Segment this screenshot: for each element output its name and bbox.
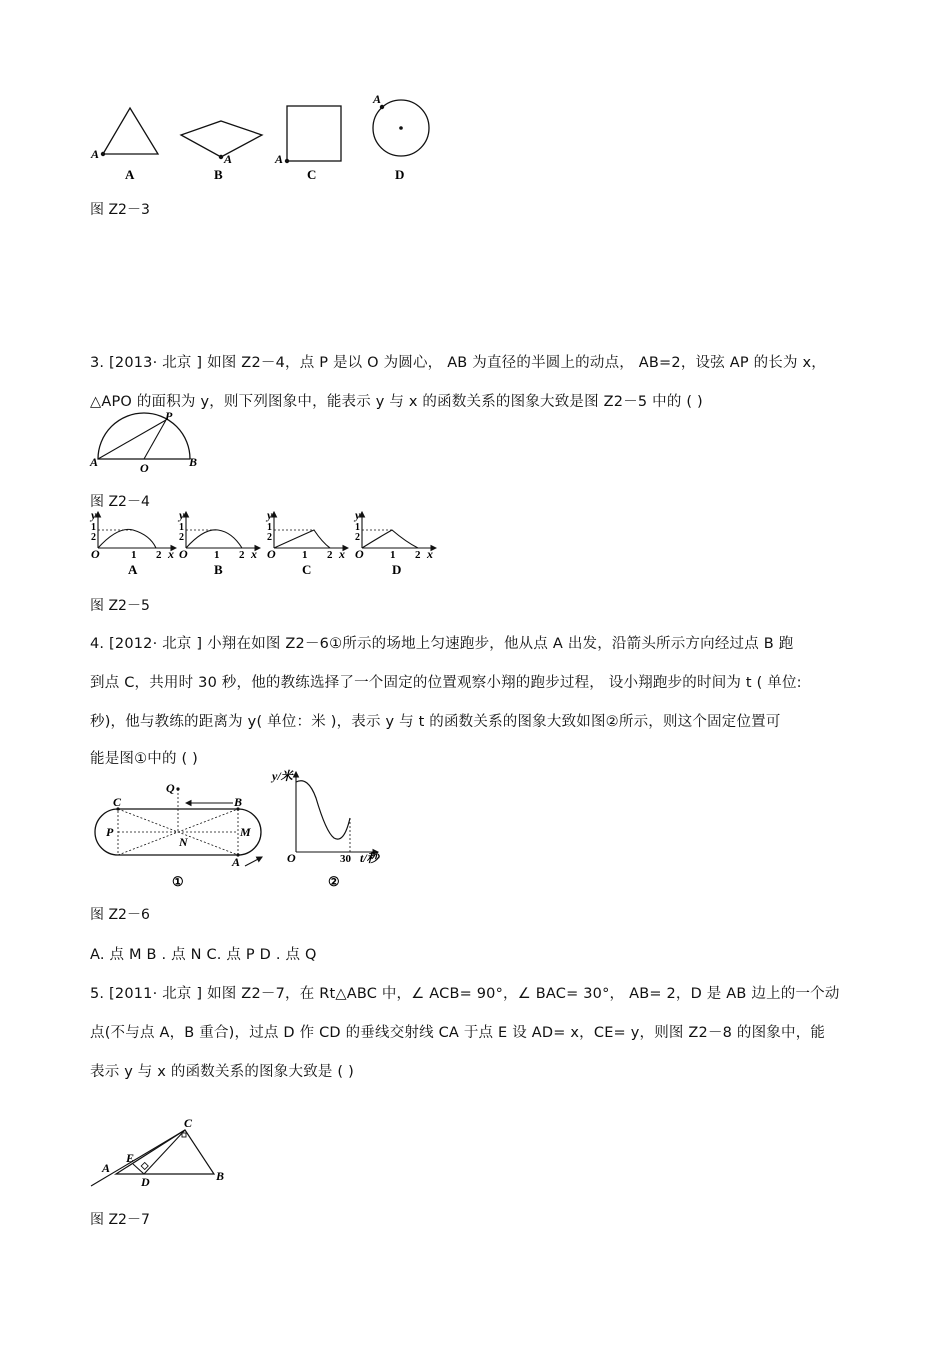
svg-text:E: E [126,1151,135,1165]
svg-text:O: O [267,547,276,561]
graph-c [265,508,348,577]
svg-text:O: O [179,547,188,561]
rhombus-point-label: A [224,152,233,166]
svg-text:Q: Q [166,781,175,795]
q5-line1: 5. [2011· 北京 ] 如图 Z2－7，在 Rt△ABC 中，∠ ACB= 90°，∠ BAC= 30°， AB= 2，D 是 AB 边上的一个动 [90,986,840,1002]
svg-text:2: 2 [239,549,245,561]
option-a-label: A [125,167,135,182]
svg-text:1: 1 [179,522,184,533]
q4-choices: A. 点 M B . 点 N C. 点 P D . 点 Q [90,947,317,963]
svg-text:A: A [232,855,241,869]
sub-label-2: ② [328,874,340,889]
svg-text:A: A [128,562,138,577]
label-o: O [140,461,149,475]
svg-text:2: 2 [179,532,184,543]
caption-z2-6: 图 Z2－6 [90,907,150,923]
svg-text:2: 2 [267,532,272,543]
q4-line1: 4. [2012· 北京 ] 小翔在如图 Z2－6①所示的场地上匀速跑步，他从点 A 出发，沿箭头所示方向经过点 B 跑 [90,636,794,652]
option-b-label: B [214,167,223,182]
svg-text:y/米: y/米 [272,769,293,783]
svg-text:1: 1 [267,522,272,533]
svg-text:1: 1 [131,549,137,561]
svg-text:y: y [355,508,361,522]
rhombus-shape [181,121,262,157]
graph-b [177,508,260,577]
label-b: B [189,455,198,469]
option-d-label: D [395,167,405,182]
svg-text:2: 2 [355,532,360,543]
caption-z2-7: 图 Z2－7 [90,1212,150,1228]
square-shape [287,106,341,161]
svg-text:y: y [91,508,97,522]
svg-text:P: P [106,825,114,839]
caption-z2-5: 图 Z2－5 [90,598,150,614]
figure-z2-3 [85,85,445,185]
svg-text:2: 2 [327,549,333,561]
svg-text:D: D [392,562,402,577]
svg-text:2: 2 [415,549,421,561]
circle-point-label: A [373,92,382,106]
svg-text:x: x [168,547,174,561]
triangle-shape [103,108,158,154]
svg-text:x: x [339,547,345,561]
svg-text:C: C [113,795,122,809]
caption-z2-4: 图 Z2－4 [90,494,150,510]
svg-text:1: 1 [355,522,360,533]
semicircle-shape [98,413,190,459]
svg-text:1: 1 [302,549,308,561]
svg-text:B: B [214,562,223,577]
svg-text:O: O [355,547,364,561]
svg-text:30: 30 [340,853,351,865]
svg-text:A: A [102,1161,111,1175]
graph-a [89,508,176,577]
svg-text:B: B [234,795,243,809]
figure-z2-5 [88,508,448,580]
graph-d [353,508,436,577]
svg-text:1: 1 [390,549,396,561]
q3-line2: △APO 的面积为 y，则下列图象中，能表示 y 与 x 的函数关系的图象大致是图 Z2－5 中的 ( ) [90,394,703,410]
svg-text:M: M [240,825,251,839]
svg-text:N: N [179,835,188,849]
svg-text:2: 2 [156,549,162,561]
svg-text:O: O [91,547,100,561]
caption-z2-3: 图 Z2－3 [90,202,150,218]
svg-text:y: y [267,508,273,522]
svg-text:C: C [302,562,312,577]
q4-line2: 到点 C，共用时 30 秒，他的教练选择了一个固定的位置观察小翔的跑步过程， 设小翔跑步的时间为 t ( 单位: [90,675,802,691]
svg-text:O: O [287,851,296,865]
svg-text:C: C [184,1116,193,1130]
q5-line3: 表示 y 与 x 的函数关系的图象大致是 ( ) [90,1064,354,1080]
svg-text:y: y [179,508,185,522]
q3-line1: 3. [2013· 北京 ] 如图 Z2－4，点 P 是以 O 为圆心， AB 为直径的半圆上的动点， AB=2，设弦 AP 的长为 x， [90,355,826,371]
svg-text:t/秒: t/秒 [360,851,379,865]
square-point-label: A [275,152,284,166]
figure-z2-4 [88,408,208,478]
svg-text:2: 2 [91,532,96,543]
svg-text:D: D [141,1175,150,1189]
q4-line3: 秒)，他与教练的距离为 y( 单位：米 )，表示 y 与 t 的函数关系的图象大致如图②所示，则这个固定位置可 [90,714,781,730]
figure-z2-6 [88,762,398,894]
label-a: A [90,455,99,469]
triangle-point-label: A [91,147,100,161]
svg-text:1: 1 [91,522,96,533]
svg-text:B: B [216,1169,225,1183]
q5-line2: 点(不与点 A，B 重合)，过点 D 作 CD 的垂线交射线 CA 于点 E 设 AD= x，CE= y，则图 Z2－8 的图象中，能 [90,1025,826,1041]
label-p: P [165,409,173,423]
figure-z2-7 [88,1112,238,1194]
svg-text:1: 1 [214,549,220,561]
svg-text:x: x [251,547,257,561]
distance-time-graph [270,769,381,889]
q4-line4: 能是图①中的 ( ) [90,751,199,767]
svg-text:x: x [427,547,433,561]
option-c-label: C [307,167,317,182]
sub-label-1: ① [172,874,184,889]
